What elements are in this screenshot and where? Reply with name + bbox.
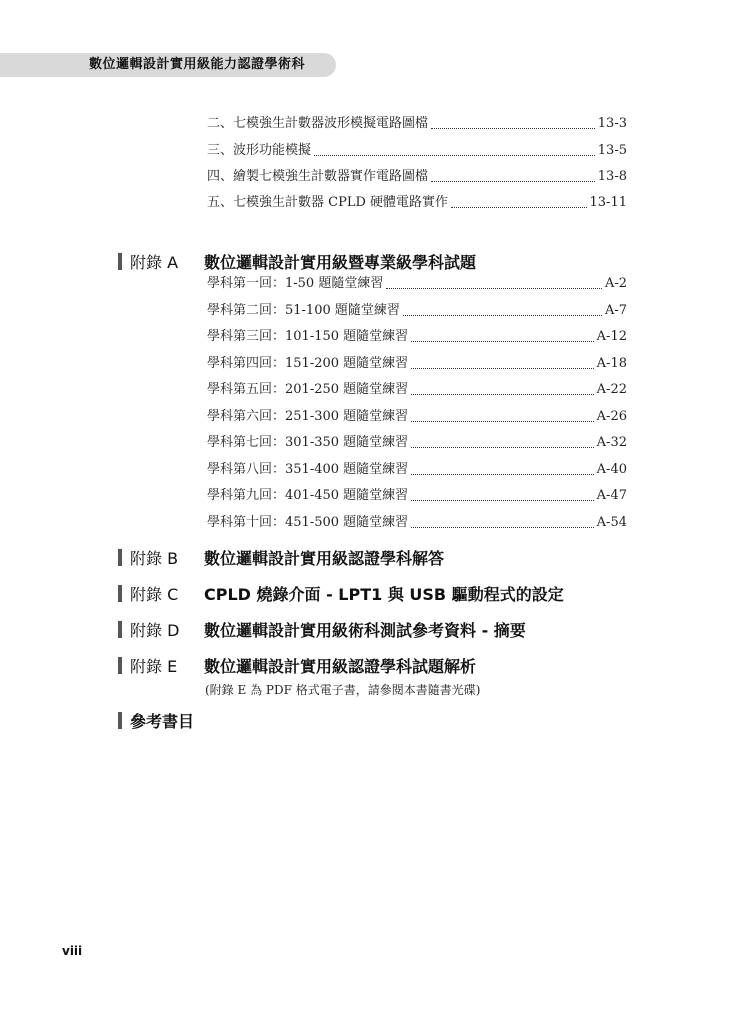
appendix-code: 附錄 E [130,656,178,676]
toc-entry-label: 學科第七回：301-350 題隨堂練習 [207,435,409,450]
leader-dots [403,314,602,316]
section-marker [118,621,122,638]
toc-entry[interactable] [207,382,627,398]
appendix-title: 數位邏輯設計實用級暨專業級學科試題 [204,252,477,272]
references-title: 參考書目 [130,711,195,731]
toc-entry[interactable] [207,303,627,319]
toc-entry-page: A-12 [596,329,627,344]
appendix-title: 數位邏輯設計實用級認證學科解答 [204,548,445,568]
leader-dots [431,127,595,129]
section-marker [118,253,122,270]
toc-entry-label: 學科第九回：401-450 題隨堂練習 [207,488,409,503]
toc-entry-page: 13-5 [597,143,627,158]
toc-entry-page: A-2 [604,276,627,291]
toc-entry[interactable] [207,116,627,132]
toc-entry[interactable] [207,515,627,531]
toc-entry-label: 學科第六回：251-300 題隨堂練習 [207,409,409,424]
toc-entry[interactable] [207,195,627,211]
toc-entry[interactable] [207,169,627,185]
toc-entry-label: 學科第八回：351-400 題隨堂練習 [207,462,409,477]
toc-entry[interactable] [207,329,627,345]
appendix-title: 數位邏輯設計實用級術科測試參考資料 - 摘要 [204,620,526,640]
toc-entry[interactable] [207,488,627,504]
toc-entry[interactable] [207,462,627,478]
toc-entry-page: A-40 [596,462,627,477]
toc-entry-label: 學科第二回：51-100 題隨堂練習 [207,303,400,318]
appendix-e-heading[interactable] [118,654,476,676]
leader-dots [411,499,594,501]
toc-entry-page: A-18 [596,356,627,371]
leader-dots [411,340,594,342]
references-heading[interactable] [118,709,194,731]
section-marker [118,585,122,602]
leader-dots [386,287,602,289]
toc-entry[interactable] [207,435,627,451]
toc-entry-label: 學科第四回：151-200 題隨堂練習 [207,356,409,371]
leader-dots [411,393,594,395]
toc-entry[interactable] [207,143,627,159]
section-marker [118,549,122,566]
toc-entry-page: A-54 [596,515,627,530]
toc-entry-label: 五、七模強生計數器 CPLD 硬體電路實作 [207,195,449,210]
toc-entry-page: A-22 [596,382,627,397]
toc-entry-page: 13-11 [589,195,627,210]
toc-entry-page: A-7 [604,303,627,318]
toc-entry[interactable] [207,356,627,372]
leader-dots [411,367,594,369]
toc-entry-page: 13-8 [597,169,627,184]
leader-dots [451,206,587,208]
toc-entry-page: A-47 [596,488,627,503]
toc-entry-page: A-26 [596,409,627,424]
appendix-code: 附錄 C [130,584,179,604]
appendix-code: 附錄 D [130,620,180,640]
appendix-e-note: (附錄 E 為 PDF 格式電子書，請參閱本書隨書光碟) [205,683,481,697]
appendix-d-heading[interactable] [118,618,526,640]
appendix-c-heading[interactable] [118,582,564,604]
toc-entry-label: 學科第十回：451-500 題隨堂練習 [207,515,409,530]
toc-entry-label: 三、波形功能模擬 [207,143,312,158]
appendix-a-heading[interactable] [118,250,476,272]
section-marker [118,657,122,674]
leader-dots [411,446,594,448]
appendix-code: 附錄 B [130,548,179,568]
toc-entry[interactable] [207,409,627,425]
leader-dots [431,180,595,182]
toc-entry-page: 13-3 [597,116,627,131]
toc-entry-label: 二、七模強生計數器波形模擬電路圖檔 [207,116,429,131]
leader-dots [314,154,595,156]
toc-entry-label: 學科第三回：101-150 題隨堂練習 [207,329,409,344]
leader-dots [411,526,594,528]
appendix-b-heading[interactable] [118,546,444,568]
toc-entry-label: 學科第一回：1-50 題隨堂練習 [207,276,384,291]
toc-entry[interactable] [207,276,627,292]
toc-entry-page: A-32 [596,435,627,450]
page-number: viii [62,944,83,958]
toc-entry-label: 四、繪製七模強生計數器實作電路圖檔 [207,169,429,184]
toc-entry-label: 學科第五回：201-250 題隨堂練習 [207,382,409,397]
appendix-title: CPLD 燒錄介面 - LPT1 與 USB 驅動程式的設定 [204,584,564,604]
section-marker [118,712,122,729]
leader-dots [411,473,594,475]
appendix-title: 數位邏輯設計實用級認證學科試題解析 [204,656,477,676]
leader-dots [411,420,594,422]
book-title: 數位邏輯設計實用級能力認證學術科 [89,57,306,72]
appendix-code: 附錄 A [130,252,179,272]
